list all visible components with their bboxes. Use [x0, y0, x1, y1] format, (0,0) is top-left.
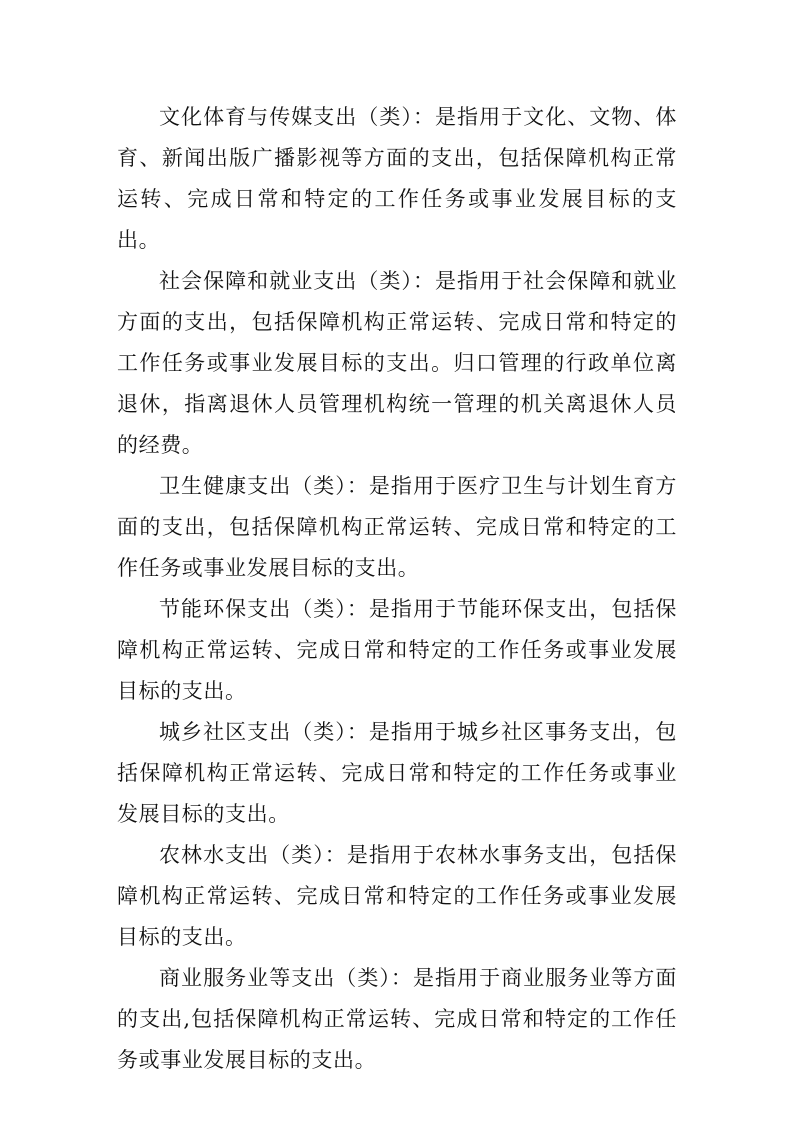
- document-body: [117, 97, 677, 1081]
- paragraph-energy-environment: 节能环保支出（类）：是指用于节能环保支出，包括保障机构正常运转、完成日常和特定的工作任务或事业发展目标的支出。: [117, 597, 677, 703]
- paragraph-agriculture-forestry-water: 农林水支出（类）：是指用于农林水事务支出，包括保障机构正常运转、完成日常和特定的工作任务或事业发展目标的支出。: [117, 843, 677, 949]
- paragraph-commerce-services: 商业服务业等支出（类）：是指用于商业服务业等方面的支出,包括保障机构正常运转、完成日常和特定的工作任务或事业发展目标的支出。: [117, 966, 677, 1072]
- paragraph-health: 卫生健康支出（类）：是指用于医疗卫生与计划生育方面的支出，包括保障机构正常运转、完成日常和特定的工作任务或事业发展目标的支出。: [117, 474, 677, 580]
- paragraph-social-security-employment: 社会保障和就业支出（类）：是指用于社会保障和就业方面的支出，包括保障机构正常运转、完成日常和特定的工作任务或事业发展目标的支出。归口管理的行政单位离退休，指离退休人员管理机构统一管理的机关离退休人员的经费。: [117, 269, 677, 457]
- paragraph-culture-sports-media: 文化体育与传媒支出（类）：是指用于文化、文物、体育、新闻出版广播影视等方面的支出，包括保障机构正常运转、完成日常和特定的工作任务或事业发展目标的支出。: [117, 105, 677, 252]
- paragraph-urban-rural-community: 城乡社区支出（类）：是指用于城乡社区事务支出，包括保障机构正常运转、完成日常和特定的工作任务或事业发展目标的支出。: [117, 720, 677, 826]
